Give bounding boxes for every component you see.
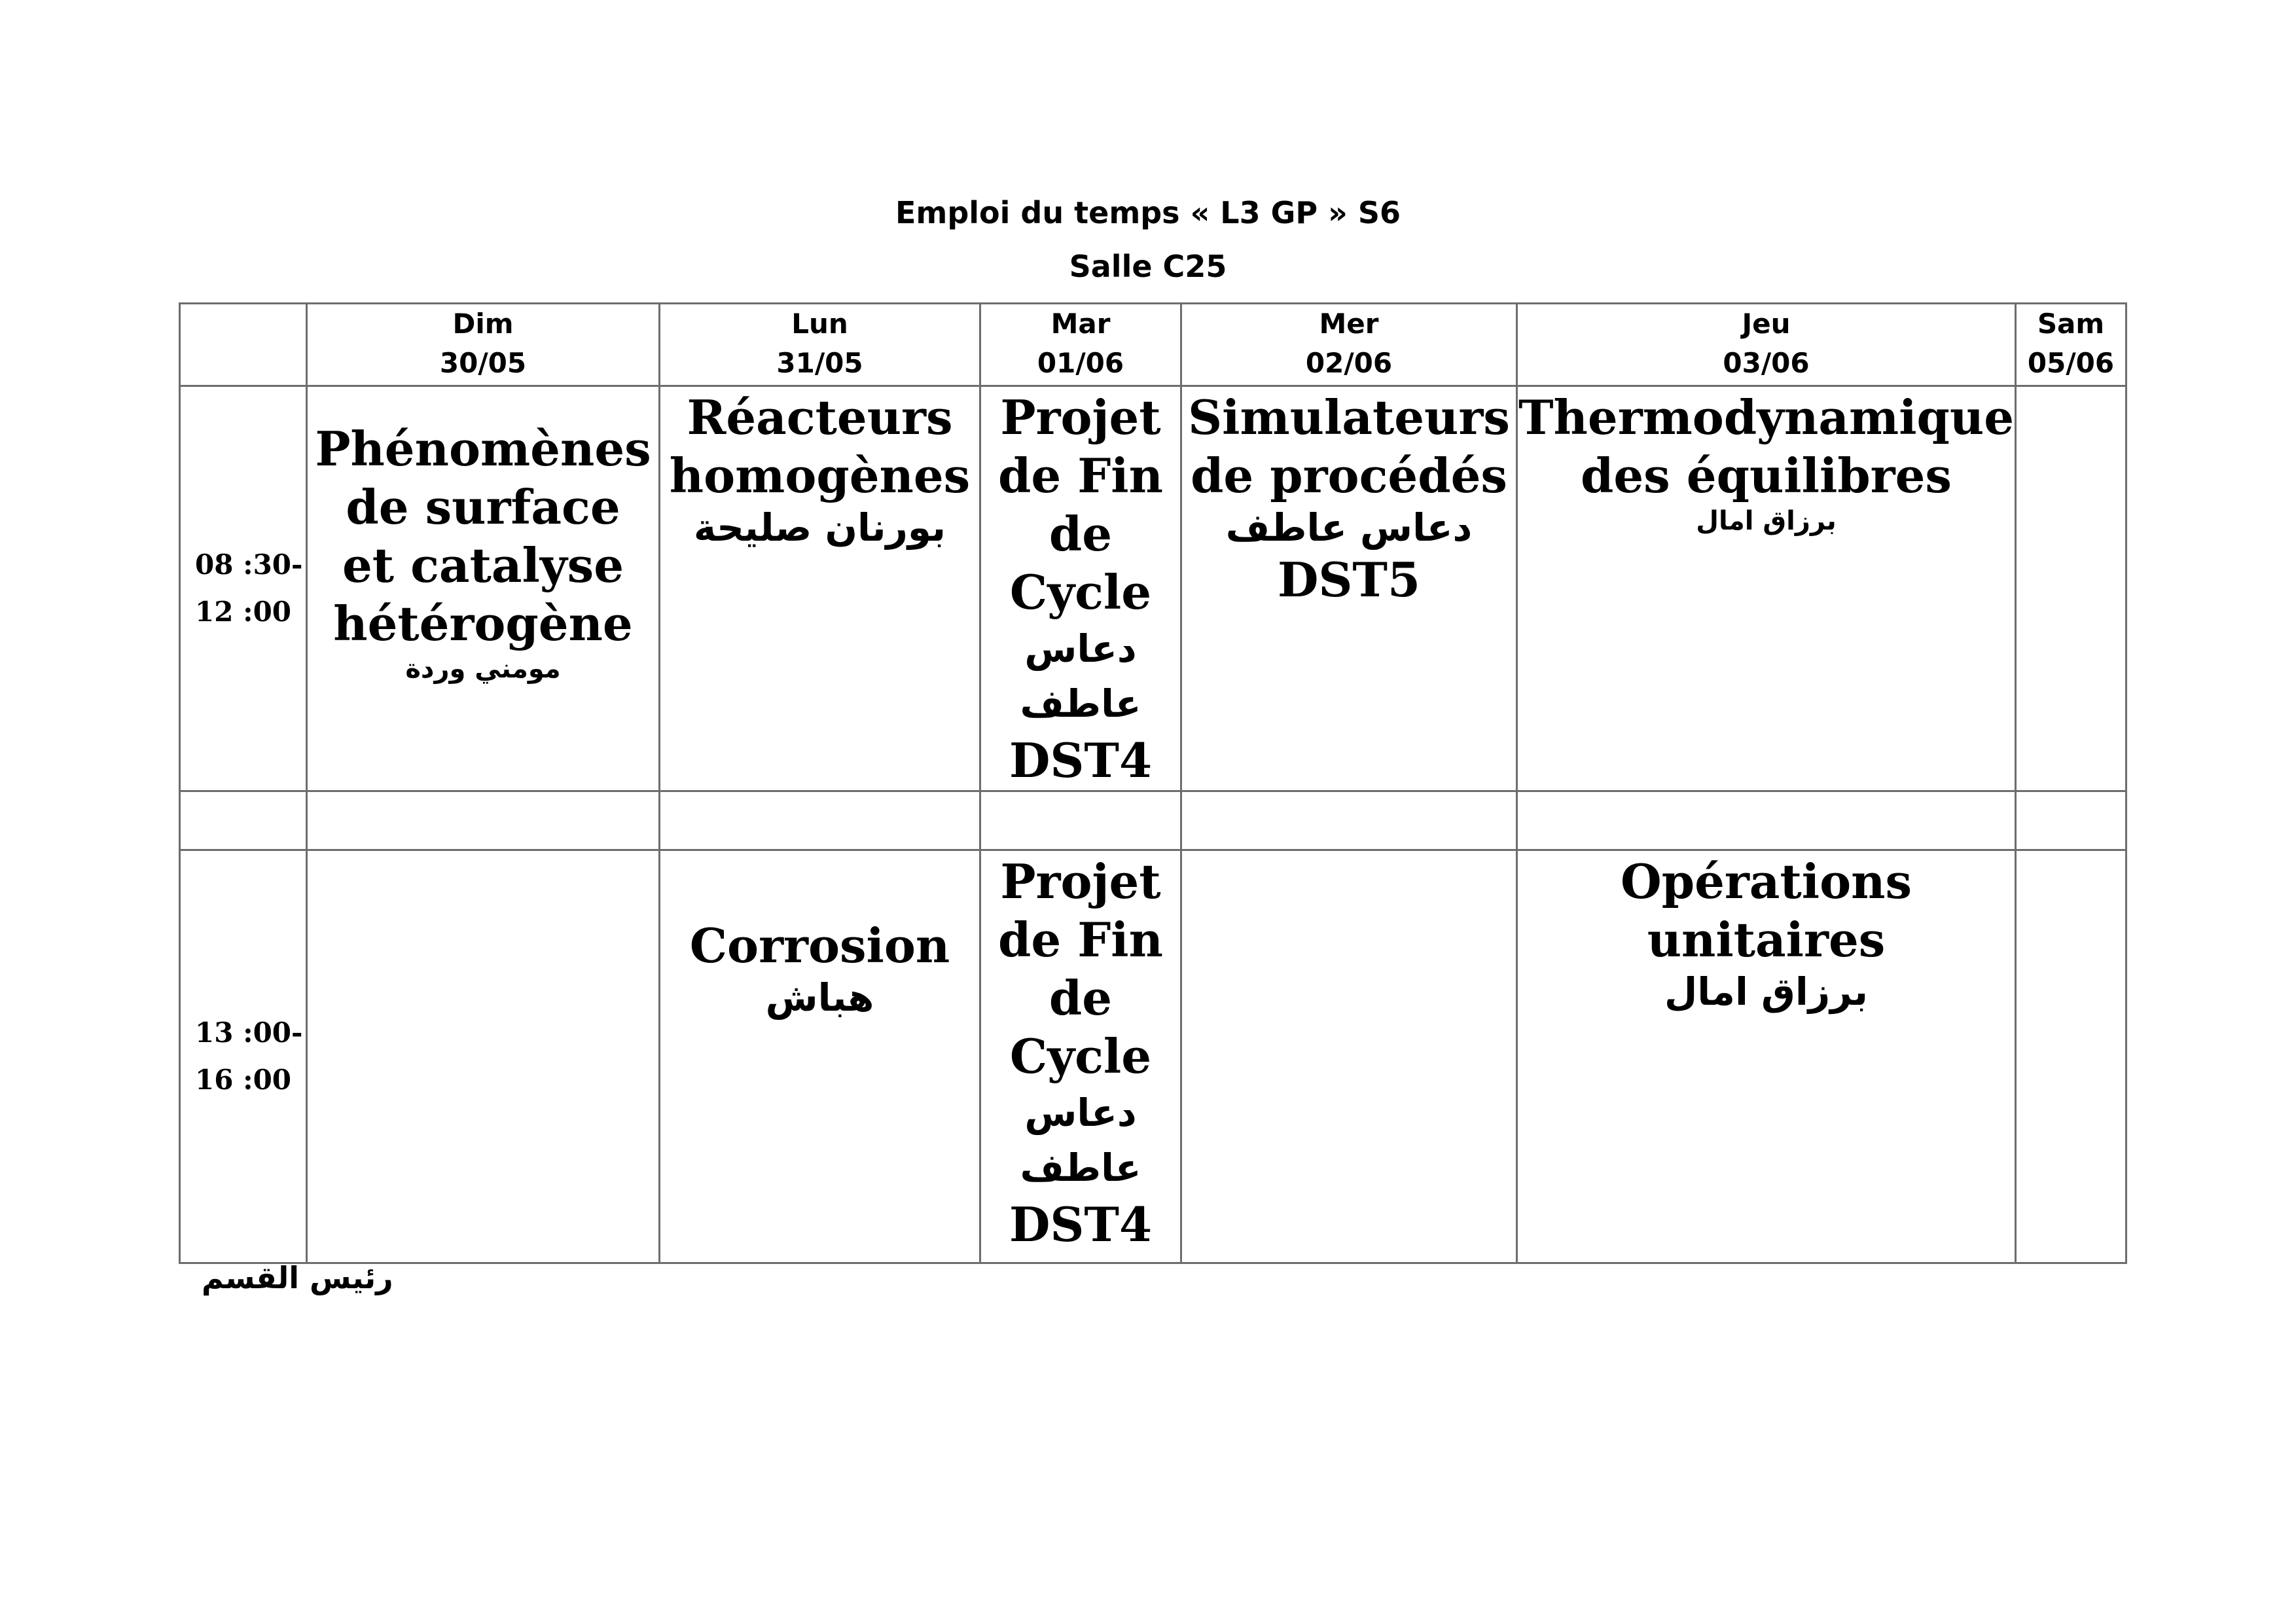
day-name: Jeu — [1742, 308, 1791, 340]
teacher-name: هباش — [765, 975, 874, 1020]
course-name: de surface — [346, 479, 620, 535]
course-name: de — [1049, 970, 1113, 1026]
course-name: Cycle — [1009, 1028, 1152, 1084]
teacher-name: دعاس — [1024, 626, 1137, 671]
session-mar-morning — [980, 386, 1181, 791]
teacher-name: دعاس — [1024, 1091, 1137, 1135]
course-name: Phénomènes — [315, 421, 651, 477]
day-date: 31/05 — [776, 347, 863, 379]
header-row — [180, 304, 2126, 386]
day-name: Mar — [1050, 308, 1111, 340]
break-cell — [660, 791, 980, 850]
time-slot-morning — [180, 386, 307, 791]
break-cell — [1181, 791, 1517, 850]
room-code: DST4 — [1009, 732, 1153, 788]
break-cell — [307, 791, 660, 850]
session-lun-morning — [660, 386, 980, 791]
time-start: 13 :00- — [195, 1017, 303, 1049]
session-sam-morning — [2016, 386, 2126, 791]
time-end: 16 :00 — [195, 1064, 292, 1096]
course-name: de Fin — [997, 448, 1164, 503]
day-date: 05/06 — [2027, 347, 2115, 379]
course-name: Thermodynamique — [1518, 389, 2015, 445]
afternoon-row — [180, 850, 2126, 1263]
day-header-mer — [1181, 304, 1517, 386]
course-name: Projet — [1000, 854, 1161, 909]
day-name: Dim — [452, 308, 514, 340]
course-name: Cycle — [1009, 564, 1152, 620]
schedule-table — [179, 302, 2127, 1264]
course-name: homogènes — [669, 448, 971, 503]
time-end: 12 :00 — [195, 596, 292, 628]
teacher-name: عاطف — [1020, 1146, 1141, 1190]
teacher-name: دعاس عاطف — [1225, 505, 1473, 550]
session-sam-afternoon — [2016, 850, 2126, 1263]
course-name: Corrosion — [689, 918, 950, 973]
day-date: 02/06 — [1305, 347, 1393, 379]
day-name: Mer — [1319, 308, 1379, 340]
page-title: Emploi du temps « L3 GP » S6 — [895, 195, 1401, 230]
break-row — [180, 791, 2126, 850]
teacher-name: عاطف — [1020, 681, 1141, 726]
course-name: et catalyse — [342, 537, 624, 593]
session-lun-afternoon — [660, 850, 980, 1263]
day-date: 03/06 — [1723, 347, 1810, 379]
day-date: 01/06 — [1037, 347, 1124, 379]
room-label: Salle C25 — [1069, 249, 1227, 284]
time-slot-afternoon — [180, 850, 307, 1263]
session-mer-afternoon — [1181, 850, 1517, 1263]
day-name: Lun — [791, 308, 848, 340]
session-dim-morning — [307, 386, 660, 791]
room-code: DST4 — [1009, 1197, 1153, 1252]
day-name: Sam — [2037, 308, 2105, 340]
course-name: Opérations — [1621, 854, 1912, 909]
teacher-name: بورنان صليحة — [693, 505, 946, 550]
day-header-dim — [307, 304, 660, 386]
course-name: unitaires — [1647, 912, 1886, 967]
break-cell — [2016, 791, 2126, 850]
course-name: Réacteurs — [687, 389, 953, 445]
session-jeu-afternoon — [1517, 850, 2016, 1263]
course-name: des équilibres — [1581, 448, 1952, 503]
teacher-name: مومني وردة — [405, 654, 561, 684]
session-dim-afternoon — [307, 850, 660, 1263]
department-head-signature: رئيس القسم — [202, 1260, 393, 1295]
course-name: de procédés — [1191, 448, 1507, 503]
course-name: Simulateurs — [1188, 389, 1510, 445]
course-name: de Fin — [997, 912, 1164, 967]
session-mar-afternoon — [980, 850, 1181, 1263]
day-header-jeu — [1517, 304, 2016, 386]
teacher-name: برزاق امال — [1696, 506, 1837, 536]
morning-row — [180, 386, 2126, 791]
course-name: Projet — [1000, 389, 1161, 445]
break-cell — [980, 791, 1181, 850]
course-name: hétérogène — [333, 596, 633, 651]
day-header-lun — [660, 304, 980, 386]
corner-cell — [180, 304, 307, 386]
break-cell — [180, 791, 307, 850]
day-header-mar — [980, 304, 1181, 386]
break-cell — [1517, 791, 2016, 850]
time-start: 08 :30- — [195, 549, 303, 581]
session-mer-morning — [1181, 386, 1517, 791]
session-jeu-morning — [1517, 386, 2016, 791]
day-header-sam — [2016, 304, 2126, 386]
room-code: DST5 — [1277, 552, 1421, 607]
day-date: 30/05 — [439, 347, 527, 379]
teacher-name: برزاق امال — [1664, 969, 1869, 1014]
course-name: de — [1049, 506, 1113, 562]
